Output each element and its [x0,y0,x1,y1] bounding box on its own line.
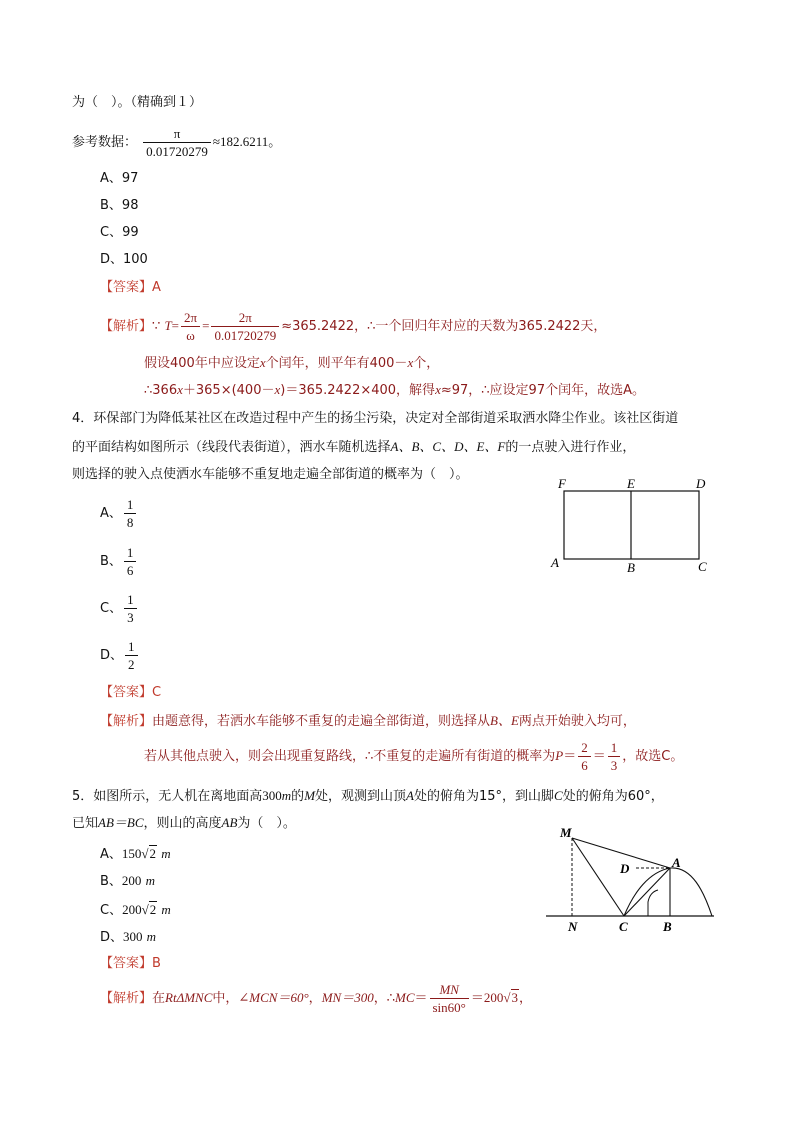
q5-option-c[interactable] [100,901,171,920]
q3-answer-value: A [152,280,161,295]
q5-stem-line2 [72,814,296,833]
q5-stem2-a: 已知 [72,816,99,831]
q3-option-c-text: C、99 [100,225,139,240]
q5-stem1-M: M [304,788,316,803]
q3-a2-tail: 个闰年，则平年有400－ [265,356,408,371]
q3-a1-T: T [164,318,172,333]
q5-option-b-value: 200 [121,873,142,888]
q4-label-B: B [627,560,635,575]
q5-stem1-b: 的 [291,789,305,804]
q5-stem2-c: 为（ ）。 [237,816,296,831]
q5-label-B: B [663,919,672,934]
q4-option-b-letter: B、 [100,554,122,569]
q5-option-a-letter: A、 [100,847,122,862]
q5-a1-radicand: 3 [511,990,519,1005]
q3-option-c[interactable] [100,224,139,242]
q5-label-C: C [619,919,628,934]
q4-a2-frac2-den: 3 [610,758,618,773]
q5-option-b[interactable] [100,872,155,891]
q5-a1-fraction [430,982,469,1015]
q3-ref-label: 参考数据： [72,135,138,150]
q5-stem1-C: C [554,788,563,803]
q5-a1-c: ， [308,991,322,1006]
q4-stem3-text: 则选择的驶入点使洒水车能够不重复地走遍全部街道的概率为（ ）。 [72,467,469,482]
q4-analysis-tag: 【解析】 [100,714,153,729]
q4-option-a-num: 1 [124,497,137,514]
q5-a1-mc: MC [394,990,415,1005]
q5-stem2-b: ，则山的高度 [143,816,222,831]
q4-answer-value: C [152,685,162,700]
q4-option-b-num: 1 [124,545,137,562]
q4-stem-line2 [72,438,635,457]
q4-a2-frac2 [608,740,621,773]
q4-option-d-letter: D、 [100,648,124,663]
q3-a1-frac1-num: 2π [181,310,200,327]
q4-a1-points: B、E [490,713,519,728]
q5-option-b-unit: m [145,873,155,888]
q3-option-d[interactable] [100,251,148,269]
q3-stem-tail-text: 为（ ）。（精确到１） [72,95,203,110]
q3-analysis-tag: 【解析】 [100,319,153,334]
q5-stem1-unit: m [281,788,292,803]
q5-option-c-letter: C、 [100,903,123,918]
q4-option-c-fraction [124,592,137,625]
q4-analysis-line2 [144,738,683,775]
q5-analysis-tag: 【解析】 [100,991,153,1006]
q4-option-c-letter: C、 [100,601,123,616]
q3-a2-text: 假设400年中应设定 [144,356,260,371]
q3-answer [100,279,161,297]
q4-stem-line1 [72,410,678,428]
q3-option-d-text: D、100 [100,252,148,267]
q4-a2-frac2-num: 1 [608,740,621,757]
q4-a2-P: P [555,748,564,763]
q5-a1-result: ＝200√3 [470,990,519,1005]
q5-stem1-A: A [406,788,414,803]
q3-a3-left: ∴366 [144,383,178,398]
q5-option-c-value: 200√2 [122,902,157,917]
q4-option-c[interactable] [100,591,139,627]
q5-option-c-coef: 200 [122,902,142,917]
q3-a2-end: 个， [413,356,440,371]
q5-stem-line1 [72,787,664,806]
q5-a1-b: 中， [212,991,239,1006]
q4-a2-end: ，故选C。 [622,749,684,764]
q3-a1-approx: ≈365.2422，∴一个回归年对应的天数为365.2422天， [281,319,607,334]
q3-a1-frac2 [211,310,279,343]
q4-option-a-letter: A、 [100,506,122,521]
q3-a3-x3: x [435,382,441,397]
q5-option-d-letter: D、 [100,930,124,945]
q4-label-D: D [696,476,706,491]
q4-street-figure [548,474,718,578]
q3-analysis-line3 [144,381,645,400]
q4-a2-frac1-den: 6 [581,758,588,773]
q5-a1-frac-den: sin60° [432,1000,466,1015]
q3-a2-x: x [259,355,266,370]
q5-label-D: D [620,861,630,876]
q4-a2-eq2: ＝ [592,749,606,764]
q4-option-a-fraction [124,497,137,530]
q5-a1-eq: ＝ [414,991,428,1006]
q5-option-a-value: 150√2 [121,846,157,861]
q5-option-b-letter: B、 [100,874,122,889]
q4-a2-eq: ＝ [563,749,577,764]
q5-stem1-a: 5．如图所示，无人机在离地面高 [72,789,263,804]
q5-stem1-e: 处的俯角为60°， [562,789,664,804]
q5-option-c-radicand: 2 [149,902,157,917]
q5-mountain-curve [624,868,712,916]
q4-a2-text: 若从其他点驶入，则会出现重复路线，∴不重复的走遍所有街道的概率为 [144,749,556,764]
q5-answer-value: B [152,956,161,971]
q3-a1-eq: = [171,318,180,333]
q4-a1-text: 由题意得，若洒水车能够不重复的走遍全部街道，则选择从 [152,714,491,729]
q5-answer-tag: 【答案】 [100,956,153,971]
q3-a3-x2: x [274,382,281,397]
q3-ref-den: 0.01720279 [146,144,208,159]
q3-a1-frac1 [181,310,200,343]
q3-option-a-text: A、97 [100,171,139,186]
q4-label-C: C [698,559,707,574]
q5-option-d-value: 300 [123,929,143,944]
q5-option-a-radicand: 2 [149,846,157,861]
q5-a1-frac-num: MN [430,982,469,999]
q5-a1-d: ，∴ [373,991,395,1006]
q5-option-a[interactable] [100,845,171,864]
q5-drone-figure [544,822,716,934]
q3-ref-num: π [143,126,211,143]
q5-a1-a: 在 [152,991,166,1006]
q5-a1-end: ， [519,991,533,1006]
q4-a2-frac1 [578,740,591,773]
q4-stem-line3 [72,466,469,484]
q3-reference-data [72,124,281,161]
q5-option-c-unit: m [161,902,171,917]
q4-option-d-fraction [125,639,138,672]
q3-a3-x1: x [177,382,183,397]
q5-a1-triangle: RtΔMNC [165,990,213,1005]
q4-option-b-fraction [124,545,137,578]
q5-stem2-eq: AB＝BC [98,815,144,830]
q3-a3-mid: ＋365×(400－ [182,383,275,398]
q5-sight-line-MC [572,838,624,916]
q3-a1-because: ∵ [152,319,161,334]
q5-a1-res: ＝200 [470,990,504,1005]
q4-stem2-b: 的一点驶入进行作业， [505,440,636,455]
q5-line-CA [624,868,670,916]
q4-option-b[interactable] [100,544,138,580]
q3-a3-mid2: )＝365.2422×400，解得 [280,383,436,398]
q5-a1-angle: ∠MCN＝60° [238,990,309,1005]
q3-option-b[interactable] [100,197,138,215]
q3-ref-tail: ≈182.6211。 [212,134,282,149]
q5-option-d-unit: m [146,929,157,944]
q4-a2-frac1-num: 2 [578,740,591,757]
q5-stem1-d: 处的俯角为15°，到山脚 [414,789,555,804]
q3-option-a[interactable] [100,170,138,188]
q3-analysis-line1 [100,308,606,345]
q4-option-b-den: 6 [126,563,134,578]
q4-option-d[interactable] [100,638,140,674]
q5-stem1-c: 处，观测到山顶 [315,789,407,804]
q5-label-M: M [560,825,572,840]
q4-stem1-text: 4．环保部门为降低某社区在改造过程中产生的扬尘污染，决定对全部街道采取洒水降尘作业。该社区街道 [72,411,679,426]
q4-stem2-points: A、B、C、D、E、F [390,439,506,454]
q4-label-F: F [558,476,566,491]
q3-answer-tag: 【答案】 [100,280,153,295]
q5-mountain-inner-line [648,890,658,916]
q3-a1-frac2-num: 2π [211,310,279,327]
q4-stem2-a: 的平面结构如图所示（线段代表街道），洒水车随机选择 [72,440,391,455]
q5-option-a-coef: 150 [121,846,142,861]
q4-analysis-line1 [100,712,636,731]
q3-a2-x2: x [407,355,414,370]
q4-answer-tag: 【答案】 [100,685,153,700]
q3-a1-eq2: = [202,318,210,333]
q4-a1-tail: 两点开始驶入均可， [518,714,636,729]
q5-label-N: N [568,919,578,934]
q3-analysis-line2 [144,354,439,373]
q5-label-A: A [672,855,681,870]
q5-answer [100,955,161,973]
q3-a1-frac1-den: ω [186,328,195,343]
q4-option-d-num: 1 [125,639,138,656]
q5-option-d[interactable] [100,928,156,947]
q4-label-A: A [551,555,559,570]
q4-option-a-den: 8 [126,515,134,530]
q5-stem1-height: 300 [262,788,282,803]
q4-label-E: E [627,476,635,491]
q5-a1-mn: MN＝300 [321,990,374,1005]
q3-a3-end: ≈97，∴应设定97个闰年，故选A。 [440,383,645,398]
q3-ref-fraction [143,126,211,159]
q3-stem-tail [72,94,202,112]
q5-option-a-unit: m [161,846,171,861]
q5-analysis-line1 [100,980,532,1017]
q3-option-b-text: B、98 [100,198,139,213]
q4-option-c-den: 3 [127,610,134,625]
q4-option-d-den: 2 [128,657,135,672]
q4-option-a[interactable] [100,496,138,532]
q4-answer [100,684,161,702]
q5-stem2-AB: AB [221,815,238,830]
q4-option-c-num: 1 [124,592,137,609]
q3-a1-frac2-den: 0.01720279 [214,328,277,343]
